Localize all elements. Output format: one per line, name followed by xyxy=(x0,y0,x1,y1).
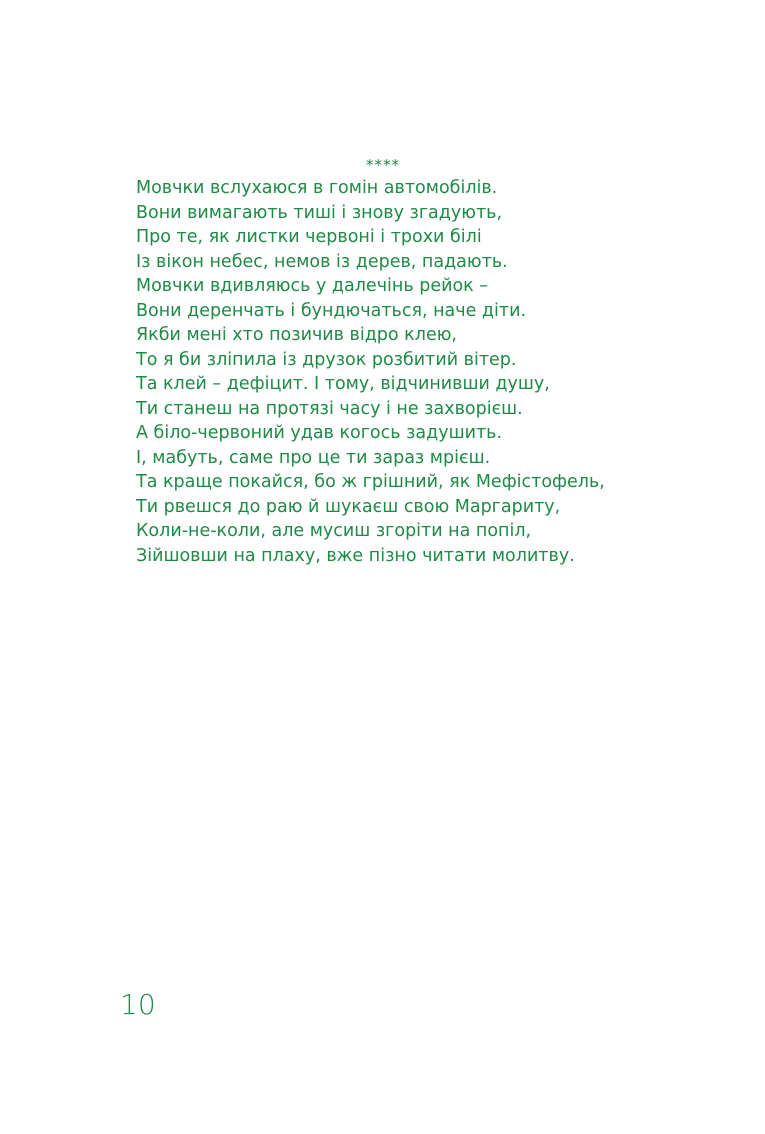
poem-line: Мовчки вслухаюся в гомін автомобілів. xyxy=(136,178,498,198)
stanza-separator: **** xyxy=(366,156,400,174)
poem-line: Зійшовши на плаху, вже пізно читати молитву. xyxy=(136,545,575,566)
poem-line: Про те, як листки червоні і трохи білі xyxy=(136,227,482,247)
poem-line: Коли-не-коли, але мусиш згоріти на попіл, xyxy=(136,521,532,541)
poem-line: А біло-червоний удав когось задушить. xyxy=(136,423,503,443)
poem-text xyxy=(136,176,605,568)
page-number: 10 xyxy=(120,988,156,1021)
poem-line: Та краще покайся, бо ж грішний, як Мефістофель, xyxy=(136,472,605,492)
poem-line: Вони деренчать і бундючаться, наче діти. xyxy=(136,300,527,321)
poem-line: Ти станеш на протязі часу і не захворієш. xyxy=(136,398,523,419)
poem-line: Із вікон небес, немов із дерев, падають. xyxy=(136,251,508,272)
poem-line: Вони вимагають тиші і знову згадують, xyxy=(136,202,503,223)
poem-line: Та клей – дефіцит. І тому, відчинивши душу, xyxy=(136,374,550,394)
poem-line: То я би зліпила із друзок розбитий вітер. xyxy=(136,349,517,370)
poem-line: І, мабуть, саме про це ти зараз мрієш. xyxy=(136,447,491,468)
poem-line: Мовчки вдивляюсь у далечінь рейок – xyxy=(136,276,489,296)
poem-line: Ти рвешся до раю й шукаєш свою Маргариту, xyxy=(136,496,561,517)
poem-line: Якби мені хто позичив відро клею, xyxy=(136,325,457,345)
